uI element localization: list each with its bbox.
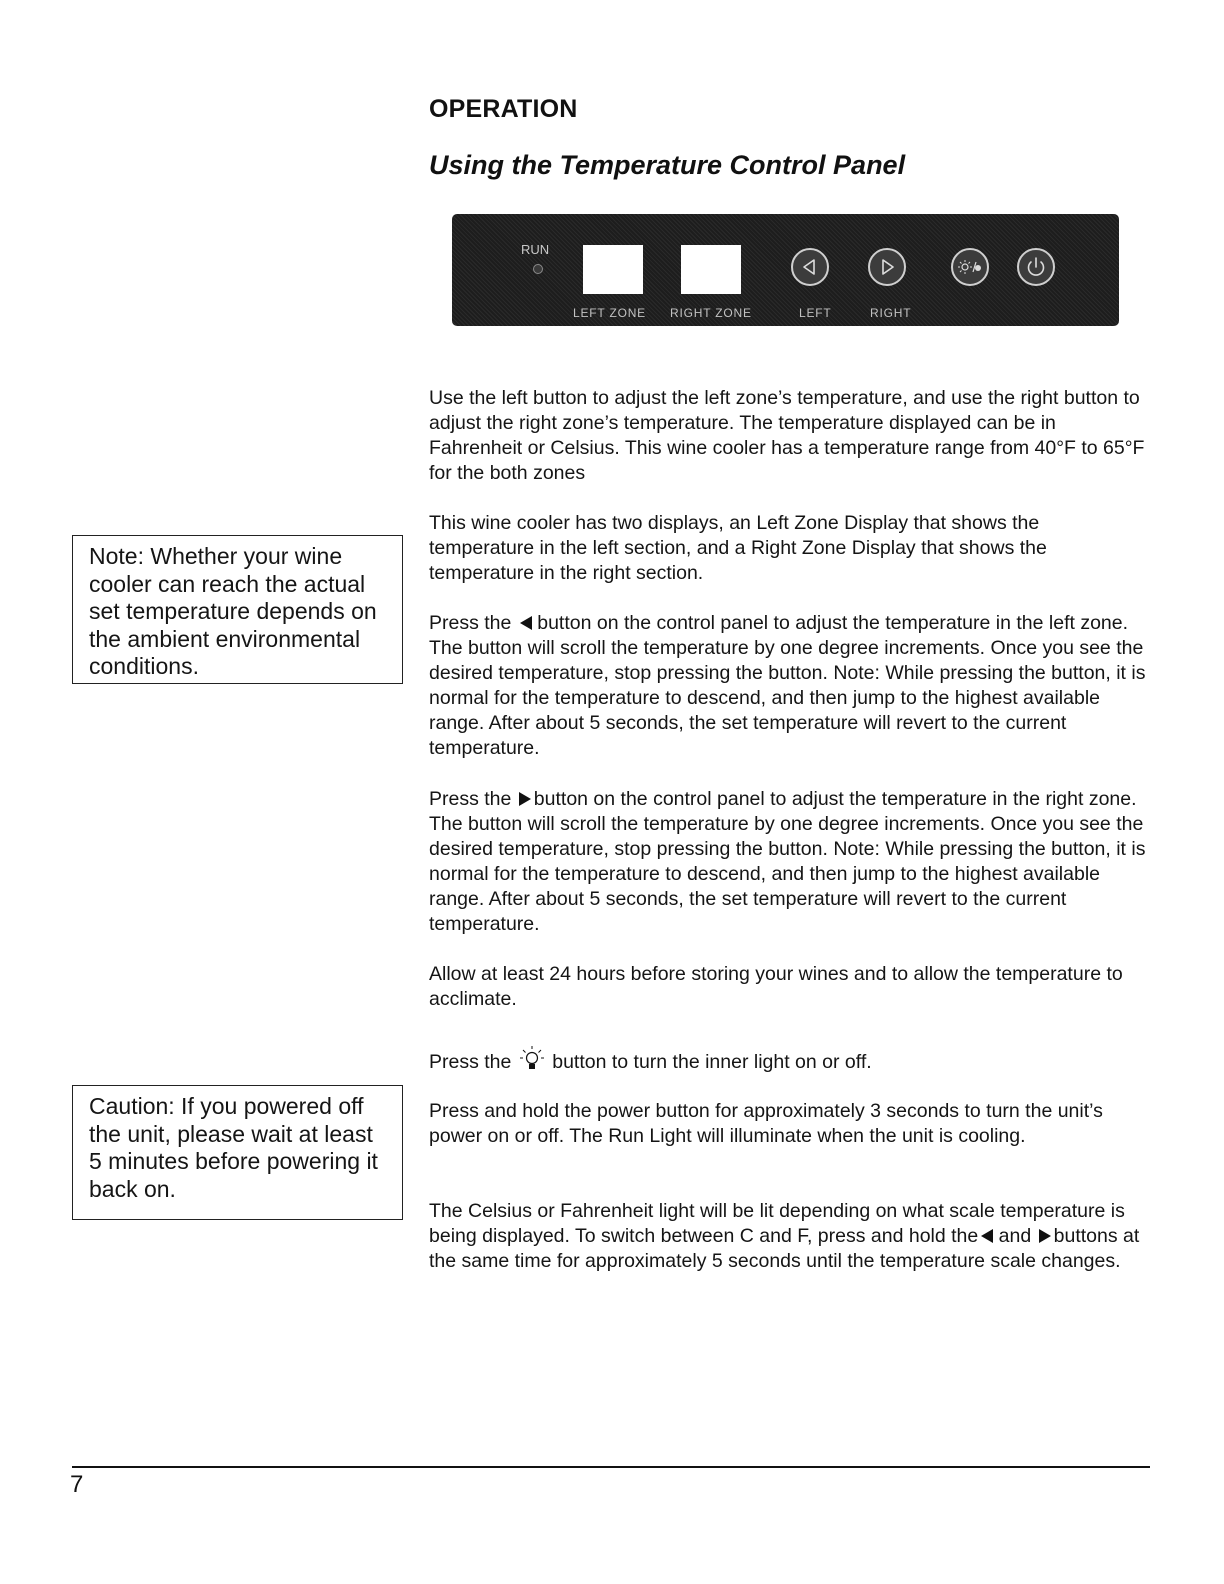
- right-triangle-icon: [1039, 1229, 1051, 1243]
- page-subtitle: Using the Temperature Control Panel: [429, 150, 906, 180]
- power-button: [1017, 248, 1055, 286]
- right-arrow-icon: [870, 250, 904, 284]
- left-arrow-button: [791, 248, 829, 286]
- right-zone-label: RIGHT ZONE: [670, 306, 752, 320]
- left-zone-label: LEFT ZONE: [573, 306, 646, 320]
- paragraph-temperature-scale: [429, 1199, 1149, 1274]
- text-segment: and: [998, 1225, 1032, 1247]
- left-arrow-icon: [793, 250, 827, 284]
- text-segment: buttons at the same time for approximately 5 seconds until the temperature scale changes.: [429, 1225, 1140, 1272]
- paragraph-light-button: [429, 1044, 1149, 1078]
- text-segment: Press the: [429, 612, 512, 634]
- text-segment: button on the control panel to adjust the temperature in the right zone. The button will scroll the temperature by one degree increments. Once you see the desired temperature, stop pressing the button. Note: While pressing the button, it is normal for the temperature to descend, and then jump to the highest available range. After about 5 seconds, the set temperature will revert to the current temperature.: [429, 788, 1146, 935]
- light-toggle-icon: [953, 250, 987, 284]
- light-button: [951, 248, 989, 286]
- text-segment: button on the control panel to adjust the temperature in the left zone. The button will scroll the temperature by one degree increments. Once you see the desired temperature, stop pressing the button. Note: While pressing the button, it is normal for the temperature to descend, and then jump to the highest available range. After about 5 seconds, the set temperature will revert to the current temperature.: [429, 612, 1146, 759]
- control-panel-illustration: [452, 214, 1119, 326]
- paragraph-zones-intro: Use the left button to adjust the left zone’s temperature, and use the right button to adjust the right zone’s temperature. The temperature displayed can be in Fahrenheit or Celsius. This wine cooler has a temperature range from 40°F to 65°F for the both zones: [429, 387, 1145, 484]
- right-triangle-icon: [519, 792, 531, 806]
- paragraph-left-button: [429, 611, 1149, 761]
- note-box: Note: Whether your wine cooler can reach the actual set temperature depends on the ambient environmental conditions.: [72, 535, 403, 684]
- light-bulb-icon: [519, 1044, 545, 1074]
- left-zone-display: [583, 245, 643, 294]
- paragraph-right-button: [429, 787, 1149, 937]
- left-button-label: LEFT: [799, 306, 832, 320]
- left-triangle-icon: [520, 616, 532, 630]
- left-triangle-icon: [981, 1229, 993, 1243]
- text-segment: button to turn the inner light on or off.: [552, 1051, 872, 1073]
- paragraph-power-button: Press and hold the power button for approximately 3 seconds to turn the unit’s power on or off. The Run Light will illuminate when the unit is cooling.: [429, 1100, 1103, 1147]
- text-segment: Press the: [429, 1051, 512, 1073]
- footer-divider: [72, 1466, 1150, 1468]
- right-arrow-button: [868, 248, 906, 286]
- run-label: RUN: [521, 242, 550, 257]
- paragraph-acclimate: Allow at least 24 hours before storing your wines and to allow the temperature to acclimate.: [429, 963, 1123, 1010]
- paragraph-displays: This wine cooler has two displays, an Left Zone Display that shows the temperature in the left section, and a Right Zone Display that shows the temperature in the right section.: [429, 512, 1047, 584]
- power-icon: [1019, 250, 1053, 284]
- run-light-icon: [533, 264, 543, 274]
- section-title: OPERATION: [429, 95, 578, 123]
- page-number: 7: [70, 1471, 84, 1498]
- right-button-label: RIGHT: [870, 306, 912, 320]
- caution-box: Caution: If you powered off the unit, please wait at least 5 minutes before powering it back on.: [72, 1085, 403, 1220]
- text-segment: Press the: [429, 788, 512, 810]
- right-zone-display: [681, 245, 741, 294]
- text-segment: The Celsius or Fahrenheit light will be lit depending on what scale temperature is being displayed. To switch between C and F, press and hold the: [429, 1200, 1125, 1247]
